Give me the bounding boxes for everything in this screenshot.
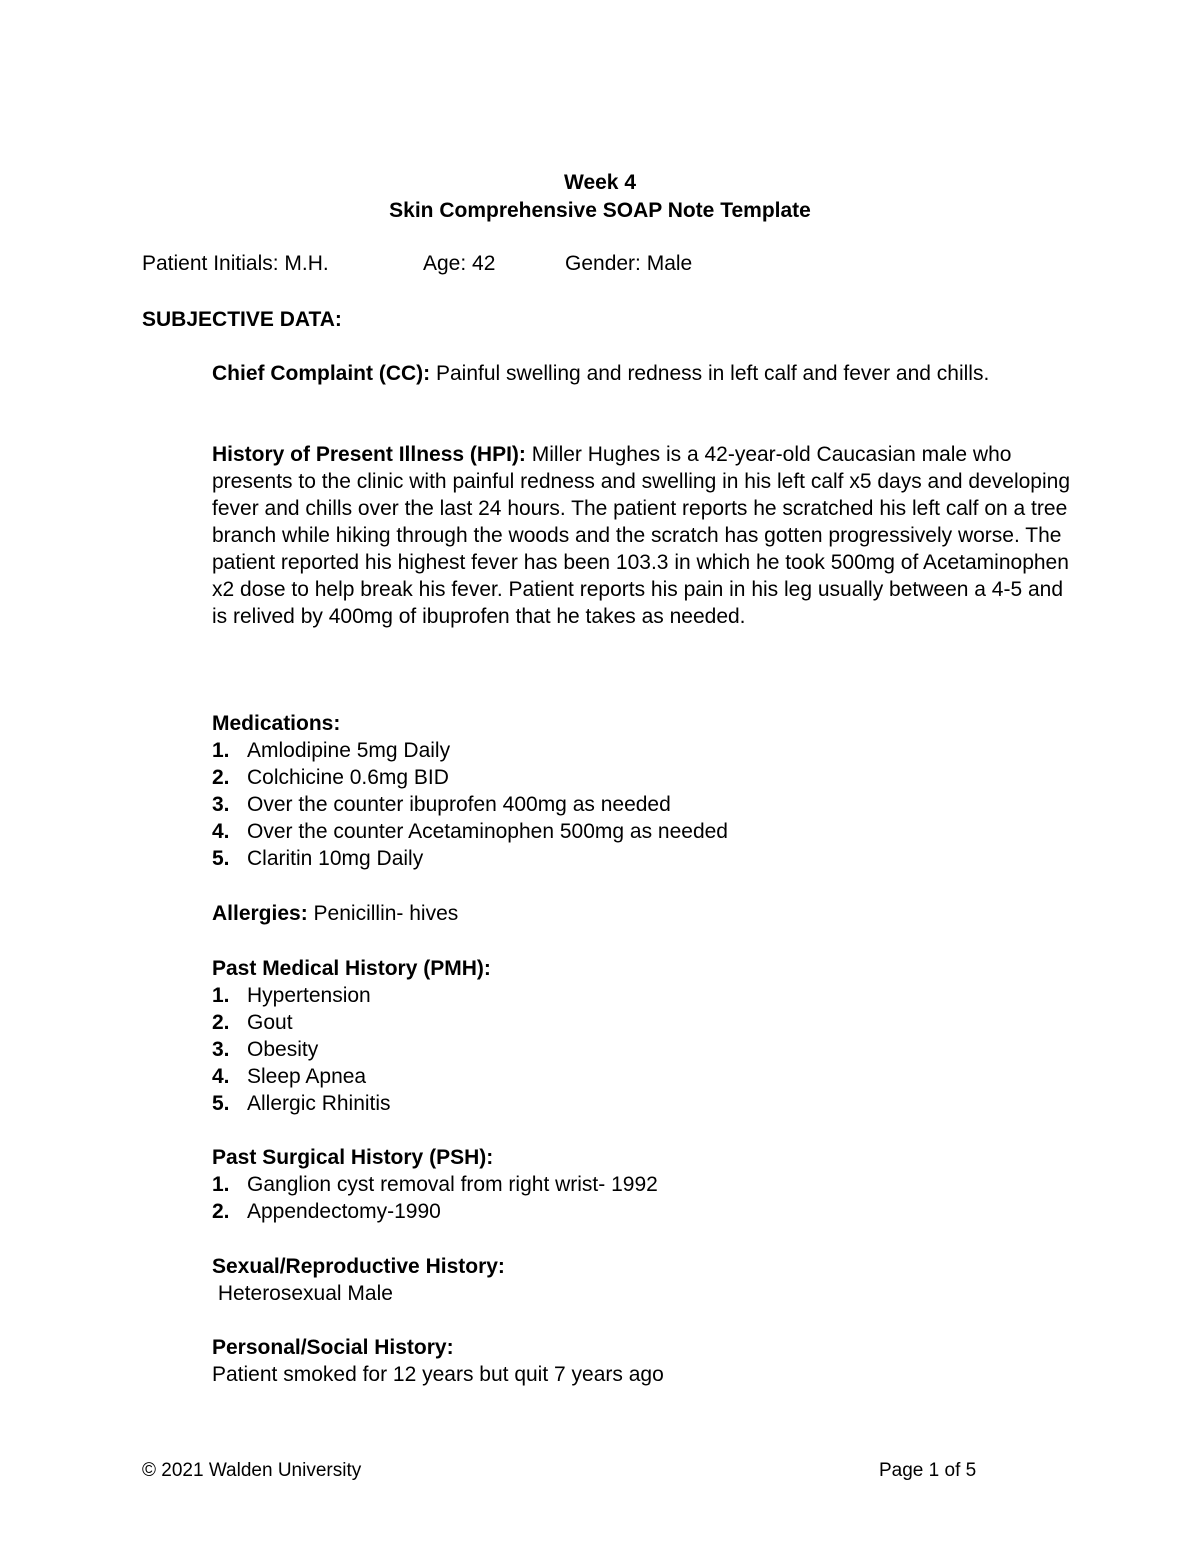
pmh-label: Past Medical History (PMH): xyxy=(212,957,491,980)
allergies-label: Allergies: xyxy=(212,902,308,925)
medications-list xyxy=(212,737,1072,872)
allergies xyxy=(212,900,1072,927)
allergies-text: Penicillin- hives xyxy=(307,902,459,925)
pmh-list xyxy=(212,982,1072,1117)
list-item: 1. Ganglion cyst removal from right wrist- 1992 xyxy=(212,1173,658,1196)
list-item: 4. Over the counter Acetaminophen 500mg as needed xyxy=(212,820,728,843)
sexual-history-section xyxy=(212,1253,1072,1307)
pmh-section xyxy=(212,955,1072,1117)
footer-page-number: Page 1 of 5 xyxy=(879,1460,977,1481)
sexual-history-text: Heterosexual Male xyxy=(212,1282,393,1305)
list-item: 1. Hypertension xyxy=(212,984,371,1007)
document-title: Skin Comprehensive SOAP Note Template xyxy=(389,199,811,222)
patient-age: Age: 42 xyxy=(423,252,496,275)
hpi xyxy=(212,441,1072,630)
hpi-label: History of Present Illness (HPI): xyxy=(212,443,526,466)
patient-initials: Patient Initials: M.H. xyxy=(142,252,329,275)
list-item: 5. Allergic Rhinitis xyxy=(212,1092,391,1115)
social-history-section xyxy=(212,1334,1072,1388)
list-item: 4. Sleep Apnea xyxy=(212,1065,367,1088)
psh-label: Past Surgical History (PSH): xyxy=(212,1146,494,1169)
chief-complaint-text: Painful swelling and redness in left calf and fever and chills. xyxy=(430,362,990,385)
chief-complaint-label: Chief Complaint (CC): xyxy=(212,362,431,385)
list-item: 2. Colchicine 0.6mg BID xyxy=(212,766,449,789)
chief-complaint xyxy=(212,360,1072,387)
list-item: 3. Over the counter ibuprofen 400mg as needed xyxy=(212,793,671,816)
psh-list xyxy=(212,1171,1072,1225)
footer-copyright: © 2021 Walden University xyxy=(142,1460,362,1481)
sexual-history-label: Sexual/Reproductive History: xyxy=(212,1255,505,1278)
social-history-text: Patient smoked for 12 years but quit 7 years ago xyxy=(212,1363,664,1386)
subjective-data-heading: SUBJECTIVE DATA: xyxy=(142,308,342,331)
list-item: 5. Claritin 10mg Daily xyxy=(212,847,424,870)
social-history-label: Personal/Social History: xyxy=(212,1336,454,1359)
psh-section xyxy=(212,1144,1072,1225)
list-item: 3. Obesity xyxy=(212,1038,319,1061)
medications-section xyxy=(212,710,1072,872)
list-item: 1. Amlodipine 5mg Daily xyxy=(212,739,451,762)
list-item: 2. Appendectomy-1990 xyxy=(212,1200,441,1223)
list-item: 2. Gout xyxy=(212,1011,293,1034)
patient-gender: Gender: Male xyxy=(565,252,693,275)
hpi-text: Miller Hughes is a 42-year-old Caucasian male who presents to the clinic with painful redness and swelling in his left calf x5 days and developing fever and chills over the last 24 hours. The patient reports he scratched his left calf on a tree branch while hiking through the woods and the scratch has gotten progressively worse. The patient reported his highest fever has been 103.3 in which he took 500mg of Acetaminophen x2 dose to help break his fever. Patient reports his pain in his leg usually between a 4-5 and is relived by 400mg of ibuprofen that he takes as needed. xyxy=(212,443,1070,628)
week-heading: Week 4 xyxy=(564,171,636,194)
medications-label: Medications: xyxy=(212,712,341,735)
